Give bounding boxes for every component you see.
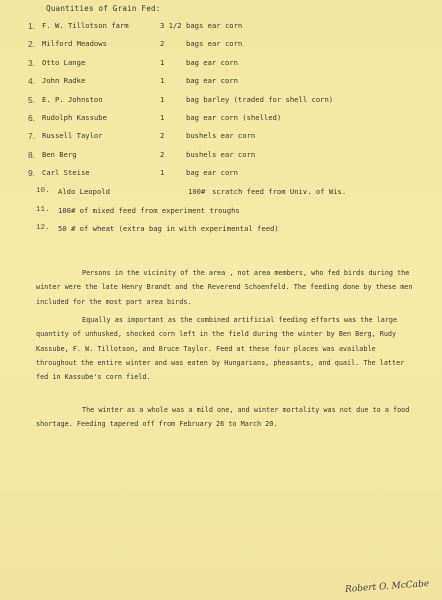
item-name: Carl Steise [42, 168, 90, 177]
item-number: 11. [36, 206, 50, 214]
paragraph: Equally as important as the combined artificial feeding efforts was the large quantity of unhusked, shocked corn left in the field during the winter by Ben Berg, Rudy Kassube, F. W. Tillotson, and Bruce Taylor. Feed at these four places was available throughout the entire winter and was eaten by Hungarians, pheasants, and quail. The latter fed in Kassube's corn field. [36, 316, 405, 382]
item-number: 4. [28, 76, 35, 86]
item-quantity: 1 [160, 113, 165, 122]
handwritten-signature: Robert O. McCabe [344, 579, 430, 595]
item-number: 12. [36, 224, 50, 232]
item-number: 2. [28, 39, 35, 49]
item-number: 8. [28, 150, 35, 160]
item-quantity: 2 [160, 150, 165, 159]
item-description: bag ear corn [186, 58, 238, 67]
item-quantity: 1 [160, 95, 165, 104]
item-quantity: 2 [160, 39, 165, 48]
item-description: scratch feed from Univ. of Wis. [212, 187, 347, 196]
item-name: 50 # of wheat (extra bag in with experimental feed) [58, 224, 279, 233]
item-description: bushels ear corn [186, 150, 256, 159]
item-description: bag ear corn [186, 76, 238, 85]
item-name: Ben Berg [42, 150, 77, 159]
item-number: 9. [28, 168, 35, 178]
item-number: 1. [28, 21, 35, 31]
item-name: Aldo Leopold [58, 187, 110, 196]
item-description: bag ear corn (shelled) [186, 113, 282, 122]
item-quantity: 3 1/2 [160, 21, 182, 30]
item-name: Russell Taylor [42, 131, 103, 140]
item-number: 3. [28, 58, 35, 68]
page-heading: Quantities of Grain Fed: [46, 4, 161, 13]
item-number: 10. [36, 187, 50, 195]
paragraph: Persons in the vicinity of the area , not area members, who fed birds during the winter were the late Henry Brandt and the Reverend Schoenfeld. The feeding done by these men included for the most part area birds. [36, 269, 413, 306]
item-name: E. P. Johnston [42, 95, 103, 104]
item-number: 5. [28, 95, 35, 105]
paragraph: The winter as a whole was a mild one, and winter mortality was not due to a food shortage. Feeding tapered off from February 26 to March 20. [36, 406, 410, 429]
item-number: 6. [28, 113, 35, 123]
item-name: John Radke [42, 76, 86, 85]
item-description: bags ear corn [186, 39, 243, 48]
item-quantity: 1 [160, 58, 165, 67]
item-description: bags ear corn [186, 21, 243, 30]
item-quantity: 2 [160, 131, 165, 140]
item-quantity: 1 [160, 76, 165, 85]
item-name: Otto Lange [42, 58, 86, 67]
item-name: Milford Meadows [42, 39, 107, 48]
item-quantity: 100# [188, 187, 206, 196]
item-number: 7. [28, 131, 35, 141]
item-name: Rudolph Kassube [42, 113, 107, 122]
item-description: bushels ear corn [186, 131, 256, 140]
item-description: bag barley (traded for shell corn) [186, 95, 334, 104]
item-name: 100# of mixed feed from experiment troughs [58, 206, 240, 215]
item-quantity: 1 [160, 168, 165, 177]
item-name: F. W. Tillotson farm [42, 21, 129, 30]
item-description: bag ear corn [186, 168, 238, 177]
